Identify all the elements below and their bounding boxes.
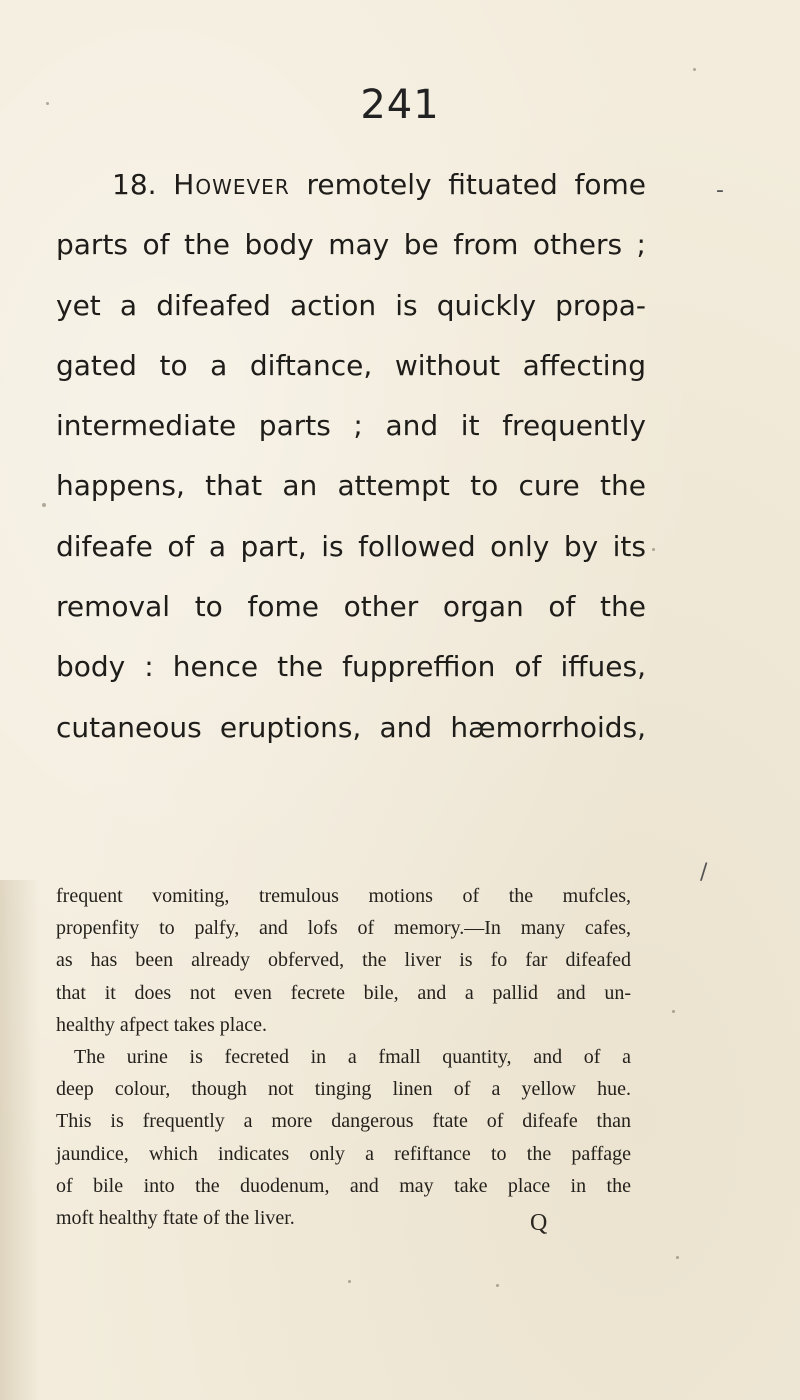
main-line-8: removal to fome other organ of the: [56, 590, 646, 624]
main-line-7: difeafe of a part, is followed only by its: [56, 529, 646, 563]
paper-speck: [496, 1284, 499, 1287]
margin-slash-mark: /: [700, 860, 708, 885]
paper-speck: [348, 1280, 351, 1283]
note-line-2: propenfity to palfy, and lofs of memory.—In many cafes,: [56, 917, 631, 940]
note-line-10: of bile into the duodenum, and may take place in the: [56, 1174, 631, 1197]
main-line-9: body : hence the fuppreffion of iffues,: [56, 650, 646, 684]
note-line-4: that it does not even fecrete bile, and a pallid and un-: [56, 981, 631, 1004]
main-line-10: cutaneous eruptions, and hæmorrhoids,: [56, 710, 646, 744]
note-line-8: This is frequently a more dangerous ftate of difeafe than: [56, 1110, 631, 1133]
main-line-2: parts of the body may be from others ;: [56, 228, 646, 262]
note-line-11: moft healthy ftate of the liver.: [56, 1207, 295, 1230]
opening-word-rest: owever: [195, 168, 290, 201]
main-line-4: gated to a diftance, without affecting: [56, 348, 646, 382]
paper-speck: [46, 102, 49, 105]
note-line-6: The urine is fecreted in a fmall quantity, and of a: [74, 1046, 631, 1069]
main-line-5: intermediate parts ; and it frequently: [56, 409, 646, 443]
margin-dash-mark: -: [716, 178, 724, 203]
footnote-paragraph: [56, 880, 631, 1234]
page-number: 241: [360, 82, 440, 128]
main-line-6: happens, that an attempt to cure the: [56, 469, 646, 503]
paper-speck: [672, 1010, 675, 1013]
paper-speck: [676, 1256, 679, 1259]
note-line-1: frequent vomiting, tremulous motions of the mufcles,: [56, 885, 631, 907]
section-number: 18.: [112, 168, 157, 201]
note-line-9: jaundice, which indicates only a refiftance to the paffage: [56, 1142, 631, 1165]
paper-speck: [652, 548, 655, 551]
main-paragraph: [56, 155, 646, 758]
opening-word-initial: H: [173, 168, 196, 201]
main-line-1-text: remotely fituated fome: [289, 168, 646, 201]
catchword: Q: [530, 1210, 548, 1236]
page-edge-shadow: [0, 880, 40, 1400]
paper-speck: [42, 503, 46, 507]
note-line-5: healthy afpect takes place.: [56, 1013, 267, 1036]
paper-speck: [693, 68, 696, 71]
main-line-3: yet a difeafed action is quickly propa-: [56, 288, 646, 322]
main-line-1: [56, 155, 646, 215]
note-line-3: as has been already obferved, the liver is fo far difeafed: [56, 949, 631, 972]
opening-word: [173, 168, 289, 201]
note-line-7: deep colour, though not tinging linen of a yellow hue.: [56, 1078, 631, 1101]
